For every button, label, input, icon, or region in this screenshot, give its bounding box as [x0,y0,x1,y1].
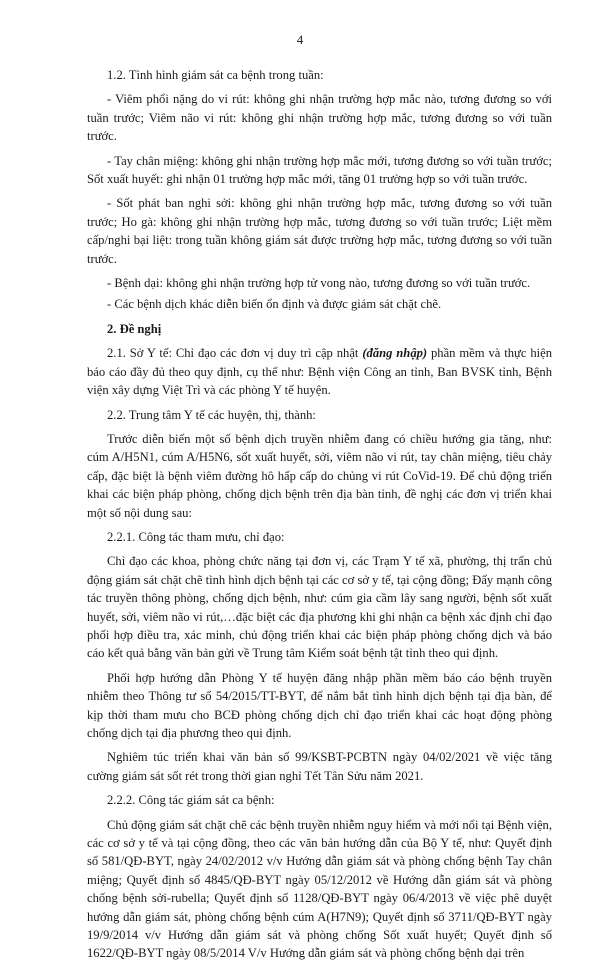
paragraph-2-2-intro: Trước diễn biến một số bệnh dịch truyền nhiễm đang có chiều hướng gia tăng, như: cúm A/H5N1, cúm A/H5N6, sốt xuất huyết, sởi, viêm não vi rút, tay chân miệng, tiêu chảy cấp, đặc biệt là bệnh viêm đường hô hấp cấp do chủng vi rút CoVid-19. Để chủ động triển khai các biện pháp phòng, chống dịch bệnh trên địa bàn tỉnh, đề nghị các đơn vị triển khai một số nội dung sau: [87,431,552,520]
paragraph-2-1-after: phần mềm và thực hiện báo cáo đầy đủ theo quy định, cụ thể như: Bệnh viện Công an tỉnh, Ban BVSK tỉnh, Bệnh viện xây dựng Việt Trì và các phòng Y tế huyện. [87,346,553,398]
subheading-2-2-2: 2.2.2. Công tác giám sát ca bệnh: [107,793,275,808]
surveillance-item-viral-pneumonia: - Viêm phổi nặng do vi rút: không ghi nhận trường hợp mắc nào, tương đương so với tuần trước; Viêm não vi rút: không ghi nhận trường hợp mắc, tương đương so với tuần trước. [87,92,552,144]
paragraph-2-1-emphasis: (đăng nhập) [362,346,428,361]
section-heading-2: 2. Đề nghị [107,321,162,336]
paragraph-2-2-1-b: Phối hợp hướng dẫn Phòng Y tế huyện đăng nhập phần mềm báo cáo bệnh truyền nhiễm theo Thông tư số 54/2015/TT-BYT, để nắm bắt tình hình dịch bệnh tại địa bàn, để kịp thời tham mưu cho BCĐ phòng chống dịch chỉ đạo triển khai các hoạt động phòng chống dịch tại địa phương theo qui định. [87,670,552,740]
document-body [87,66,552,969]
paragraph-2-2-2-a: Chủ động giám sát chặt chẽ các bệnh truyền nhiễm nguy hiểm và mới nổi tại Bệnh viện, các cơ sở y tế và tại cộng đồng, theo các văn bản hướng dẫn của Bộ Y tế, như: Quyết định số 581/QĐ-BYT, ngày 24/02/2012 v/v Hướng dẫn giám sát và phòng chống bệnh Tay chân miệng; Quyết định số 4845/QĐ-BYT ngày 05/12/2012 về Hướng dẫn giám sát và phòng chống bệnh sởi-rubella; Quyết định số 1128/QĐ-BYT ngày 06/4/2013 về việc phê duyệt hướng dẫn giám sát, phòng chống bệnh cúm A(H7N9); Quyết định số 3711/QĐ-BYT ngày 19/9/2014 v/v Hướng dẫn giám sát và phòng chống Sốt xuất huyết; Quyết định số 1622/QĐ-BYT ngày 08/5/2014 V/v Hướng dẫn giám sát và phòng chống bệnh dại trên [87,817,552,961]
section-heading-1-2: 1.2. Tình hình giám sát ca bệnh trong tuần: [107,68,324,82]
page-number: 4 [296,32,304,47]
paragraph-2-1 [87,344,552,399]
paragraph-2-1-before: 2.1. Sở Y tế: Chỉ đạo các đơn vị duy trì cập nhật [107,346,363,361]
paragraph-2-2-1-a: Chỉ đạo các khoa, phòng chức năng tại đơn vị, các Trạm Y tế xã, phường, thị trấn chủ động giám sát chặt chẽ tình hình dịch bệnh tại các cơ sở y tế, tại cộng đồng; Đẩy mạnh công tác truyền thông phòng, chống dịch bệnh, như: cúm gia cầm lây sang người, bệnh sốt xuất huyết, sởi, viêm não vi rút,…đặc biệt các địa phương khi ghi nhận ca bệnh xác định chỉ đạo phối hợp điều tra, xác minh, chủ động triển khai các biện pháp phòng chống dịch và báo cáo kết quả bằng văn bản gửi về Trung tâm Kiểm soát bệnh tật tỉnh theo qui định. [87,554,552,661]
subheading-2-2-1: 2.2.1. Công tác tham mưu, chỉ đạo: [107,529,285,544]
subheading-2-2: 2.2. Trung tâm Y tế các huyện, thị, thành: [107,407,316,422]
surveillance-item-other-diseases: - Các bệnh dịch khác diễn biến ổn định và được giám sát chặt chẽ. [107,297,442,312]
paragraph-2-2-1-c: Nghiêm túc triển khai văn bản số 99/KSBT-PCBTN ngày 04/02/2021 về việc tăng cường giám sát sốt rét trong thời gian nghỉ Tết Tân Sửu năm 2021. [87,750,552,783]
surveillance-item-measles-rash: - Sốt phát ban nghi sởi: không ghi nhận trường hợp mắc, tương đương so với tuần trước; Ho gà: không ghi nhận trường hợp mắc, tương đương so với tuần trước; Liệt mềm cấp/nghi bại liệt: trong tuần không giám sát được trường hợp mắc, tương đương so với tuần trước. [87,196,552,266]
surveillance-item-rabies: - Bệnh dại: không ghi nhận trường hợp tử vong nào, tương đương so với tuần trước. [107,276,531,291]
surveillance-item-hand-foot-mouth: - Tay chân miệng: không ghi nhận trường hợp mắc mới, tương đương so với tuần trước; Sốt xuất huyết: ghi nhận 01 trường hợp mắc mới, tăng 01 trường hợp so với tuần trước. [87,153,552,187]
